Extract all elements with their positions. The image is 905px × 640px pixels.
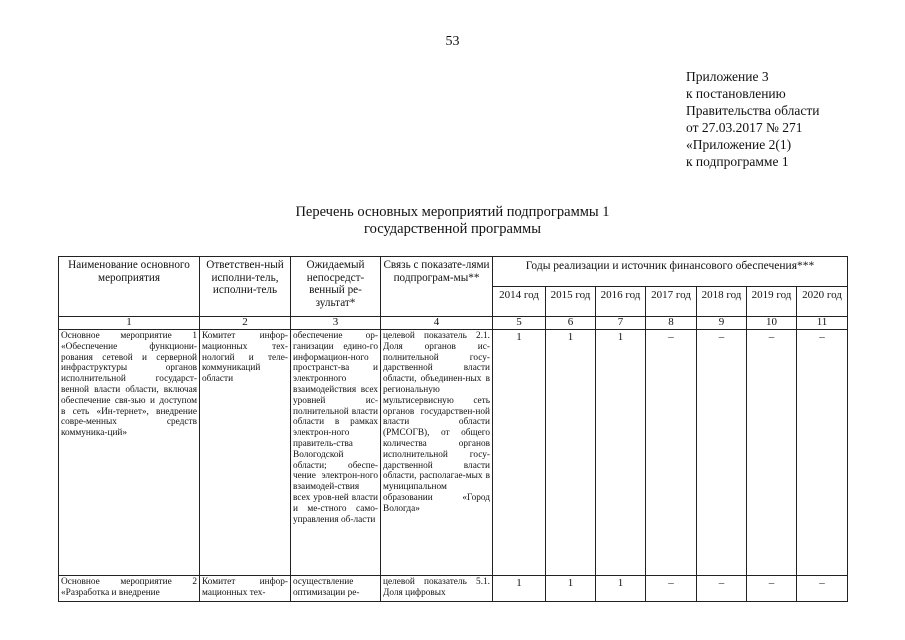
appendix-line: «Приложение 2(1) (686, 137, 792, 152)
header-year: 2015 год (546, 287, 596, 317)
header-name: Наименование основного мероприятия (59, 257, 200, 317)
header-year: 2018 год (697, 287, 747, 317)
document-title (0, 204, 905, 238)
column-number: 5 (493, 317, 546, 330)
table-row (59, 330, 848, 576)
header-years-group: Годы реализации и источник финансового обеспечения*** (493, 257, 848, 287)
header-indicator-link: Связь с показате-лями подпрограм-мы** (381, 257, 493, 317)
column-number: 6 (546, 317, 596, 330)
indicator-link: целевой показатель 2.1. Доля органов ис-полнительной госу-дарственной власти области, объединен-ных в региональную мультисервисную сеть органов государствен-ной власти области (РМСОГВ), от общего количества органов исполнительной госу-дарственной власти области, располагае-мых в муниципальном образовании «Город Вологда» (381, 330, 493, 576)
activities-table (58, 256, 848, 602)
column-number-row (59, 317, 848, 330)
header-responsible: Ответствен-ный исполни-тель, исполни-тель (200, 257, 291, 317)
year-value: 1 (596, 576, 646, 602)
year-value: 1 (596, 330, 646, 576)
year-value: – (747, 576, 797, 602)
table-row (59, 576, 848, 602)
header-year: 2017 год (646, 287, 697, 317)
year-value: – (797, 330, 848, 576)
column-number: 4 (381, 317, 493, 330)
column-number: 7 (596, 317, 646, 330)
column-number: 3 (291, 317, 381, 330)
title-line: Перечень основных мероприятий подпрограммы 1 (295, 204, 610, 220)
title-line: государственной программы (364, 221, 541, 237)
header-year: 2019 год (747, 287, 797, 317)
expected-result: осуществление оптимизации ре- (291, 576, 381, 602)
year-value: – (747, 330, 797, 576)
page-number: 53 (445, 34, 460, 49)
appendix-line: Правительства области (686, 103, 820, 118)
header-expected-result: Ожидаемый непосредст-венный ре-зультат* (291, 257, 381, 317)
expected-result: обеспечение ор-ганизации едино-го информацион-ного пространст-ва и электронного взаимодействия всех уровней ис-полнительной власти области в рамках электрон-ного правитель-ства Вологодской области; обеспе-чение электрон-ного взаимодей-ствия всех уров-ней власти и ме-стного само-управления об-ласти (291, 330, 381, 576)
appendix-block (686, 68, 901, 170)
column-number: 10 (747, 317, 797, 330)
activity-name: Основное мероприятие 2 «Разработка и внедрение (59, 576, 200, 602)
column-number: 11 (797, 317, 848, 330)
column-number: 9 (697, 317, 747, 330)
year-value: – (697, 330, 747, 576)
column-number: 1 (59, 317, 200, 330)
year-value: – (797, 576, 848, 602)
year-value: 1 (546, 576, 596, 602)
appendix-line: к постановлению (686, 86, 786, 101)
activity-name: Основное мероприятие 1 «Обеспечение функциони-рования сетевой и серверной инфраструктуры органов исполнительной государст-венной власти области, включая обеспечение свя-зью и доступом в сеть «Ин-тернет», внедрение совре-менных средств коммуника-ций» (59, 330, 200, 576)
year-value: 1 (493, 576, 546, 602)
responsible-executor: Комитет инфор-мационных тех- (200, 576, 291, 602)
column-number: 2 (200, 317, 291, 330)
appendix-line: Приложение 3 (686, 69, 769, 84)
indicator-link: целевой показатель 5.1. Доля цифровых (381, 576, 493, 602)
year-value: – (646, 330, 697, 576)
header-year: 2016 год (596, 287, 646, 317)
year-value: 1 (493, 330, 546, 576)
column-number: 8 (646, 317, 697, 330)
appendix-line: от 27.03.2017 № 271 (686, 120, 803, 135)
year-value: – (646, 576, 697, 602)
year-value: 1 (546, 330, 596, 576)
header-year: 2014 год (493, 287, 546, 317)
responsible-executor: Комитет инфор-мационных тех-нологий и теле-коммуникаций области (200, 330, 291, 576)
year-value: – (697, 576, 747, 602)
header-year: 2020 год (797, 287, 848, 317)
appendix-line: к подпрограмме 1 (686, 154, 789, 169)
